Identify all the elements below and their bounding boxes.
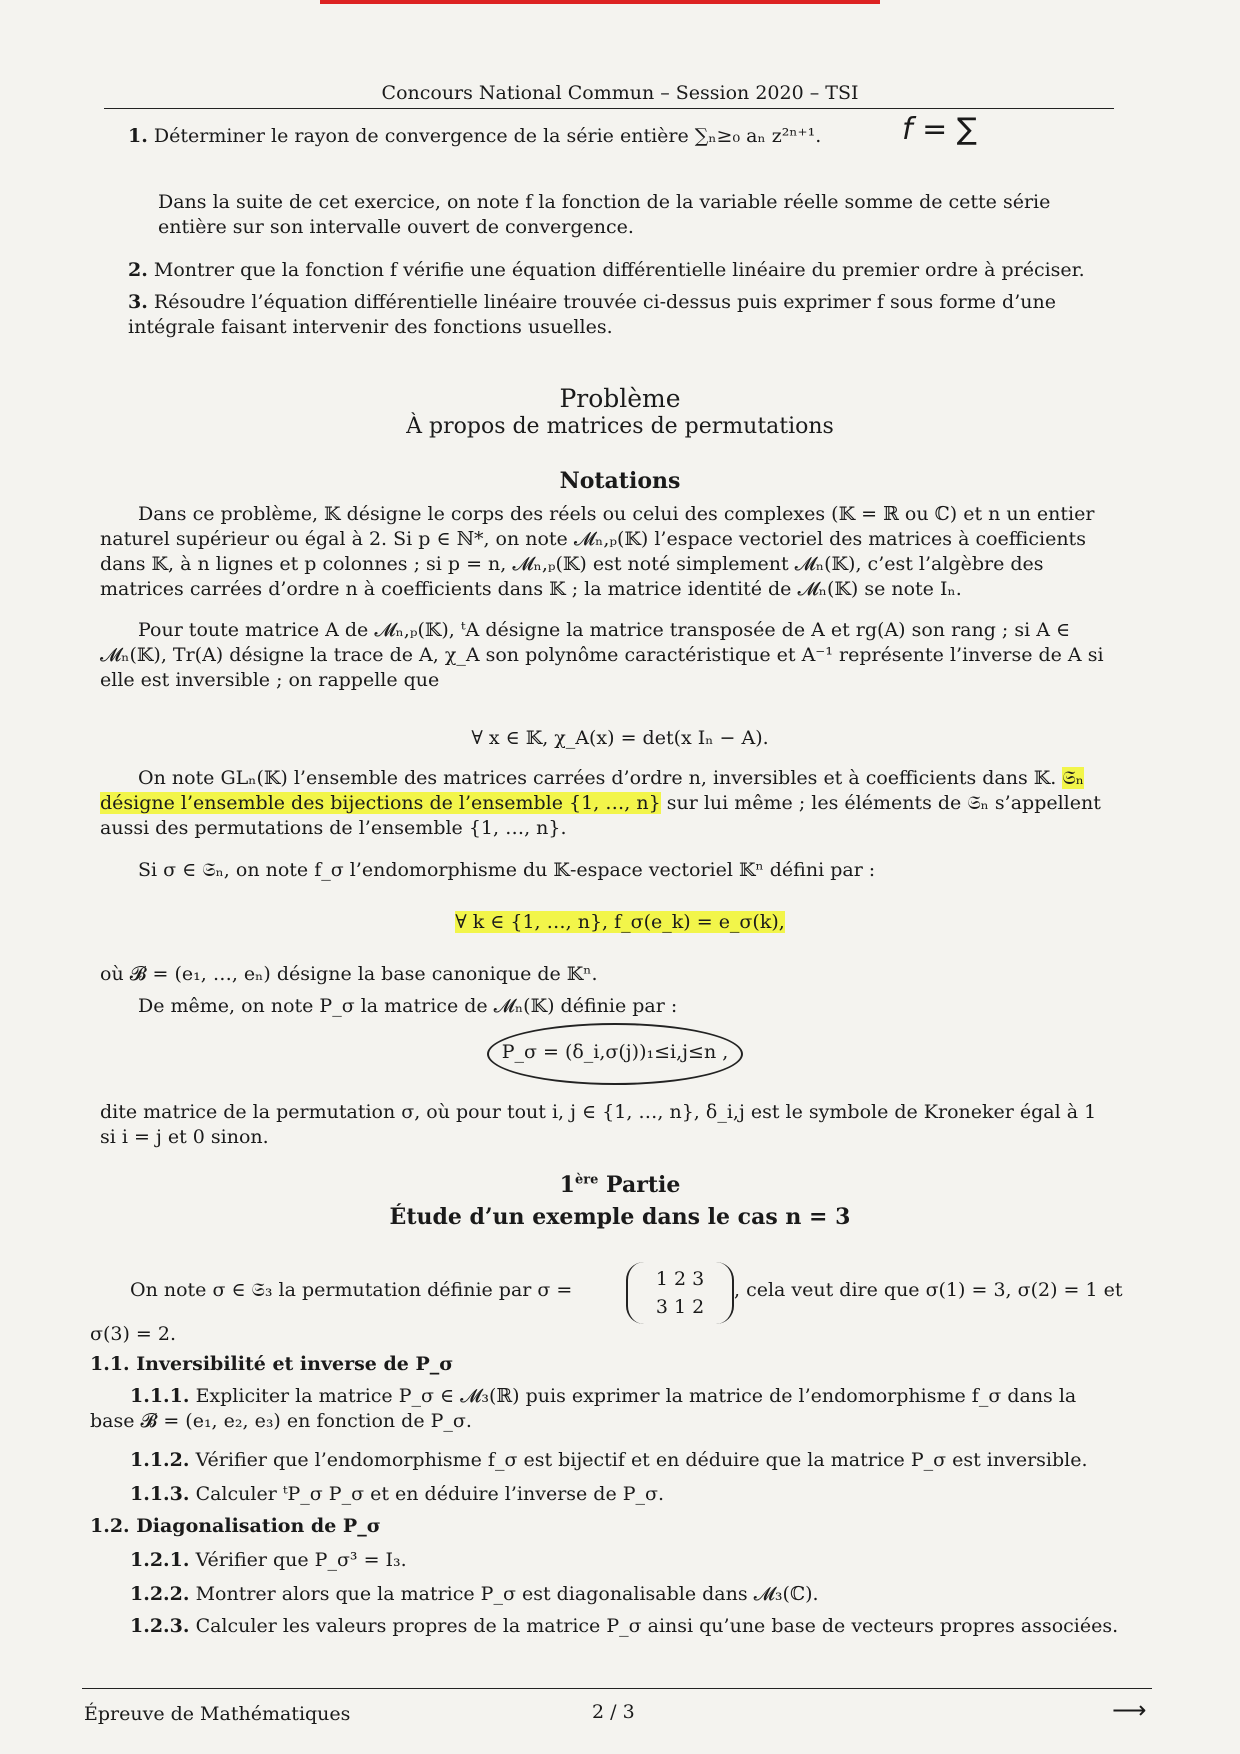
sigma-matrix-bottom-row: 3 1 2 [655,1296,705,1318]
part1-title: 1ère Partie [559,1172,681,1198]
notations-paragraph-3: On note GLₙ(𝕂) l’ensemble des matrices carrées d’ordre n, inversibles et à coefficients dans 𝕂. 𝔖ₙ désigne l’ensemble des bijections de l’ensemble {1, …, n} sur lui même ; les éléments de 𝔖ₙ s’appellent aussi des permutations de l’ensemble {1, …, n}. [100,767,1101,839]
part1-subtitle: Étude d’un exemple dans le cas n = 3 [389,1204,851,1230]
highlight-bijections: désigne l’ensemble des bijections de l’ensemble {1, …, n} [100,792,661,814]
question-1-2-1: 1.2.1. Vérifier que P_σ³ = I₃. [130,1549,407,1571]
footer-rule [82,1688,1152,1689]
section-1-2: 1.2. Diagonalisation de P_σ [90,1515,381,1537]
formula-f-sigma: ∀ k ∈ {1, …, n}, f_σ(e_k) = e_σ(k), [455,911,785,933]
question-1-1-3: 1.1.3. Calculer ᵗP_σ P_σ et en déduire l’inverse de P_σ. [130,1483,665,1505]
problem-title: Problème [559,384,681,413]
notations-paragraph-1: Dans ce problème, 𝕂 désigne le corps des réels ou celui des complexes (𝕂 = ℝ ou ℂ) et n un entier naturel supérieur ou égal à 2. Si p ∈ ℕ*, on note 𝓜ₙ,ₚ(𝕂) l’espace vectoriel des matrices à coefficients dans 𝕂, à n lignes et p colonnes ; si p = n, 𝓜ₙ,ₚ(𝕂) est noté simplement 𝓜ₙ(𝕂), c’est l’algèbre des matrices carrées d’ordre n à coefficients dans 𝕂 ; la matrice identité de 𝓜ₙ(𝕂) se note Iₙ. [100,503,1095,600]
footer-subject: Épreuve de Mathématiques [84,1703,351,1725]
question-1-2-2: 1.2.2. Montrer alors que la matrice P_σ est diagonalisable dans 𝓜₃(ℂ). [130,1583,819,1605]
header-rule [104,108,1114,109]
question-1-2-3: 1.2.3. Calculer les valeurs propres de la matrice P_σ ainsi qu’une base de vecteurs propres associées. [130,1615,1119,1637]
notations-title: Notations [559,468,681,494]
exercise-q1: 1. Déterminer le rayon de convergence de la série entière ∑ₙ≥₀ aₙ z²ⁿ⁺¹. [128,125,822,147]
formula-characteristic-polynomial: ∀ x ∈ 𝕂, χ_A(x) = det(x Iₙ − A). [471,727,769,749]
footer-page-number: 2 / 3 [592,1701,635,1723]
formula-P-sigma: P_σ = (δ_i,σ(j))₁≤i,j≤n , [501,1041,729,1063]
notations-paragraph-6: De même, on note P_σ la matrice de 𝓜ₙ(𝕂) définie par : [138,995,678,1017]
notations-paragraph-7: dite matrice de la permutation σ, où pour tout i, j ∈ {1, …, n}, δ_i,j est le symbole de Kroneker égal à 1 si i = j et 0 sinon. [100,1101,1097,1148]
section-1-1: 1.1. Inversibilité et inverse de P_σ [90,1353,454,1375]
exercise-intro: Dans la suite de cet exercice, on note f la fonction de la variable réelle somme de cette série entière sur son intervalle ouvert de convergence. [158,191,1051,238]
sigma-matrix-top-row: 1 2 3 [655,1268,705,1290]
question-1-1-2: 1.1.2. Vérifier que l’endomorphisme f_σ est bijectif et en déduire que la matrice P_σ est inversible. [130,1449,1088,1471]
exercise-q2: 2. Montrer que la fonction f vérifie une équation différentielle linéaire du premier ordre à préciser. [128,259,1085,281]
highlight-sn: 𝔖ₙ [1062,767,1084,789]
notations-paragraph-2: Pour toute matrice A de 𝓜ₙ,ₚ(𝕂), ᵗA désigne la matrice transposée de A et rg(A) son rang ; si A ∈ 𝓜ₙ(𝕂), Tr(A) désigne la trace de A, χ_A son polynôme caractéristique et A⁻¹ représente l’inverse de A si elle est inversible ; on rappelle que [100,619,1104,691]
scan-edge-mark [320,0,880,4]
part1-intro-b: , cela veut dire que σ(1) = 3, σ(2) = 1 et [734,1279,1123,1301]
next-page-arrow-icon: ⟶ [1112,1696,1147,1724]
exercise-q3: 3. Résoudre l’équation différentielle linéaire trouvée ci-dessus puis exprimer f sous forme d’une intégrale faisant intervenir des fonctions usuelles. [128,291,1056,338]
part1-intro-c: σ(3) = 2. [90,1323,177,1345]
page-header-title: Concours National Commun – Session 2020 – TSI [381,82,859,104]
notations-paragraph-4: Si σ ∈ 𝔖ₙ, on note f_σ l’endomorphisme du 𝕂-espace vectoriel 𝕂ⁿ défini par : [138,859,876,881]
sigma-matrix [626,1262,734,1324]
notations-paragraph-5: où 𝓑 = (e₁, …, eₙ) désigne la base canonique de 𝕂ⁿ. [100,963,598,985]
handwritten-note: f = ∑ [902,112,977,147]
part1-intro-a: On note σ ∈ 𝔖₃ la permutation définie par σ = [130,1279,573,1301]
problem-subtitle: À propos de matrices de permutations [406,414,834,439]
question-1-1-1: 1.1.1. Expliciter la matrice P_σ ∈ 𝓜₃(ℝ) puis exprimer la matrice de l’endomorphisme f_σ dans la base 𝓑 = (e₁, e₂, e₃) en fonction de P_σ. [90,1385,1077,1432]
